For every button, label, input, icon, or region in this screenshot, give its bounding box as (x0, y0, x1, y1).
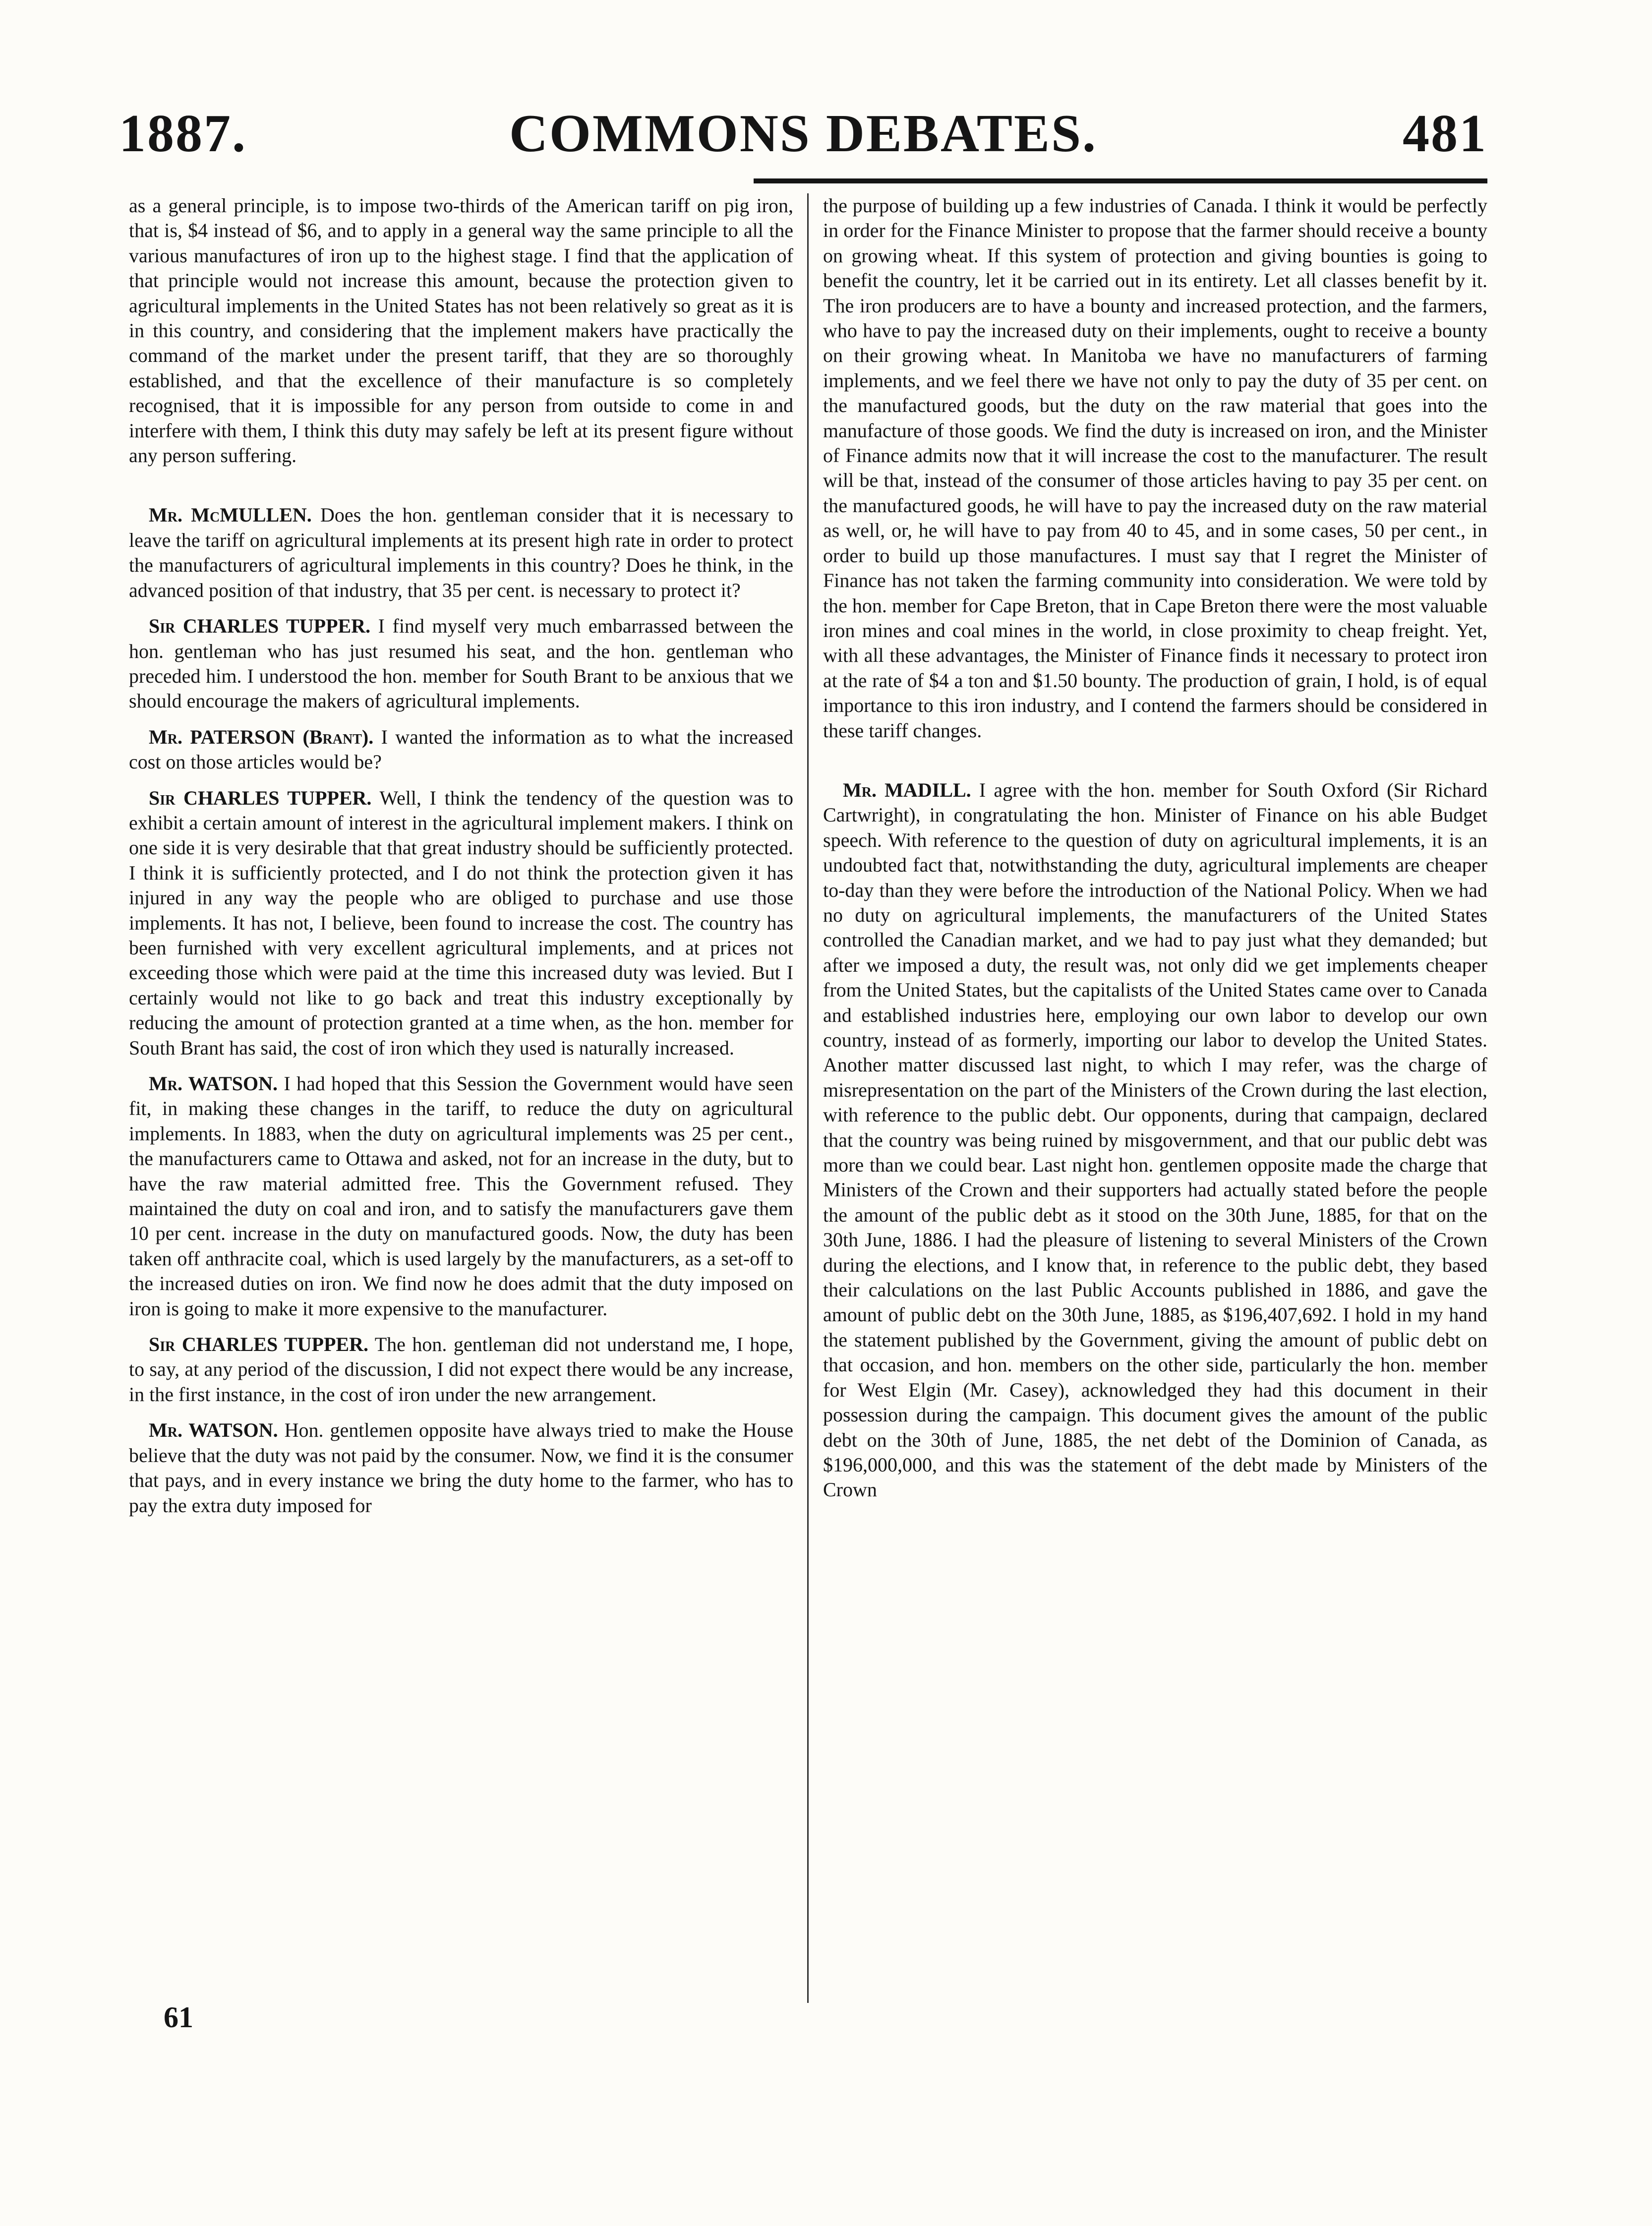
header-year: 1887. (119, 104, 247, 163)
paragraph: Sir CHARLES TUPPER. The hon. gentleman did not understand me, I hope, to say, at any period of the discussion, I did not expect there would be any increase, in the first instance, in the cost of iron under the new arrangement. (129, 1333, 793, 1406)
speaker-name: Sir CHARLES TUPPER. (149, 1333, 368, 1356)
header-page-number: 481 (1403, 104, 1487, 163)
column-divider (807, 193, 809, 2003)
paragraph: as a general principle, is to impose two-thirds of the American tariff on pig iron, that is, $4 instead of $6, and to apply in a general way the same principle to all the various manufactures of iron up to the highest stage. I find that the application of that principle would not increase this amount, because the protection given to agricultural implements in the United States has not been relatively so great as it is in this country, and considering that the implement makers have practically the command of the market under the present tariff, that they are so thoroughly established, and that the excellence of their manufacture is so completely recognised, that it is impossible for any person from outside to come in and interfere with them, I think this duty may safely be left at its present figure without any person suffering. (129, 194, 793, 467)
sheet-number: 61 (164, 2001, 193, 2034)
paragraph: Sir CHARLES TUPPER. I find myself very much embarrassed between the hon. gentleman who has just resumed his seat, and the hon. gentleman who preceded him. I understood the hon. member for South Brant to be anxious that we should encourage the makers of agricultural implements. (129, 615, 794, 712)
paragraph: the purpose of building up a few industries of Canada. I think it would be perfectly in order for the Finance Minister to propose that the farmer should receive a bounty on growing wheat. If this system of protection and giving bounties is going to benefit the country, let it be carried out in its entirety. Let all classes benefit by it. The iron producers are to have a bounty and increased protection, and the farmers, who have to pay the increased duty on their implements, ought to receive a bounty on their growing wheat. In Manitoba we have no manufacturers of farming implements, and we feel there we have not only to pay the duty of 35 per cent. on the manufactured goods, but the duty on the raw material that goes into the manufacture of those goods. We find the duty is increased on iron, and the Minister of Finance admits now that it will increase the cost to the manufacturer. The result will be that, instead of the consumer of those articles having to pay 35 per cent. on the manufactured goods, he will have to pay the increased duty on the raw material as well, or, he will have to pay from 40 to 45, and in some cases, 50 per cent., in order to build up those manufactures. I must say that I regret the Minister of Finance has not taken the farming community into consideration. We were told by the hon. member for Cape Breton, that in Cape Breton there were the most valuable iron mines and coal mines in the world, in close proximity to cheap freight. Yet, with all these advantages, the Minister of Finance finds it necessary to protect iron at the rate of $4 a ton and $1.50 bounty. The production of grain, I hold, is of equal importance to this iron industry, and I contend the farmers should be considered in these tariff changes. (823, 194, 1487, 742)
paragraph: Mr. PATERSON (Brant). I wanted the information as to what the increased cost on those articles would be? (129, 725, 793, 773)
header-title: COMMONS DEBATES. (509, 104, 1098, 163)
speaker-name: Mr. McMULLEN. (149, 504, 312, 527)
speaker-name: Sir CHARLES TUPPER. (149, 615, 371, 638)
speaker-name: Mr. MADILL. (843, 778, 971, 801)
paragraph: Mr. WATSON. Hon. gentlemen opposite have always tried to make the House believe that the duty was not paid by the consumer. Now, we find it is the consumer that pays, and in every instance we bring the duty home to the farmer, who has to pay the extra duty imposed for (129, 1419, 794, 1517)
header-rule (754, 178, 1487, 183)
paragraph: Mr. WATSON. I had hoped that this Session the Government would have seen fit, in making these changes in the tariff, to reduce the duty on agricultural implements. In 1883, when the duty on agricultural implements was 25 per cent., the manufacturers came to Ottawa and asked, not for an increase in the duty, but to have the raw material admitted free. This the Government refused. They maintained the duty on coal and iron, and to satisfy the manufacturers gave them 10 per cent. increase in the duty on manufactured goods. Now, the duty has been taken off anthracite coal, which is used largely by the manufacturers, as a set-off to the increased duties on iron. We find now he does admit that the duty imposed on iron is going to make it more expensive to the manufacturer. (129, 1072, 793, 1320)
paragraph: Mr. MADILL. I agree with the hon. member for South Oxford (Sir Richard Cartwright), in congratulating the hon. Minister of Finance on his able Budget speech. With reference to the question of duty on agricultural implements, it is an undoubted fact that, notwithstanding the duty, agricultural implements are cheaper to-day than they were before the introduction of the National Policy. When we had no duty on agricultural implements, the manufacturers of the United States controlled the Canadian market, and we had to pay just what they demanded; but after we imposed a duty, the result was, not only did we get implements cheaper from the United States, but the capitalists of the United States came over to Canada and established industries here, employing our own labor to develop our own country, instead of as formerly, importing our labor to develop the United States. Another matter discussed last night, to which I may refer, was the charge of misrepresentation on the part of the Ministers of the Crown during the last election, with reference to the public debt. Our opponents, during that campaign, declared that the country was being ruined by misgovernment, and that our public debt was more than we could bear. Last night hon. gentlemen opposite made the charge that Ministers of the Crown and their supporters had actually stated before the people the amount of the public debt as it stood on the 30th June, 1885, for that on the 30th June, 1886. I had the pleasure of listening to several Ministers of the Crown during the elections, and I know that, in reference to the public debt, they based their calculations on the last Public Accounts published in 1886, and gave the amount of public debt on the 30th June, 1885, as $196,407,692. I hold in my hand the statement published by the Government, giving the amount of public debt on that occasion, and hon. members on the other side, particularly the hon. member for West Elgin (Mr. Casey), acknowledged they had this document in their possession during the campaign. This document gives the amount of the public debt on the 30th of June, 1885, the net debt of the Dominion of Canada, as $196,000,000, and this was the statement of the debt made by Ministers of the Crown (823, 778, 1488, 1501)
paragraph: Mr. McMULLEN. Does the hon. gentleman consider that it is necessary to leave the tariff on agricultural implements at its present high rate in order to protect the manufacturers of agricultural implements in this country? Does he think, in the advanced position of that industry, that 35 per cent. is necessary to protect it? (129, 504, 794, 601)
right-column (823, 193, 1487, 1503)
paragraph: Sir CHARLES TUPPER. Well, I think the tendency of the question was to exhibit a certain amount of interest in the agricultural implement makers. I think on one side it is very desirable that that great industry should be sufficiently protected. I think it is sufficiently protected, and I do not think the protection given it has injured in any way the people who are obliged to purchase and use those implements. It has not, I believe, been found to increase the cost. The country has been furnished with very excellent agricultural implements, and at prices not exceeding those which were paid at the time this increased duty was levied. But I certainly would not like to go back and treat this industry exceptionally by reducing the amount of protection granted at a time when, as the hon. member for South Brant has said, the cost of iron which they used is naturally increased. (129, 786, 793, 1059)
speaker-name: Mr. WATSON. (149, 1419, 278, 1442)
speaker-name: Mr. WATSON. (149, 1072, 278, 1095)
speaker-name: Sir CHARLES TUPPER. (149, 786, 372, 809)
page-header (119, 102, 1487, 176)
speaker-name: Mr. PATERSON (Brant). (149, 725, 374, 748)
left-column (129, 193, 793, 1518)
